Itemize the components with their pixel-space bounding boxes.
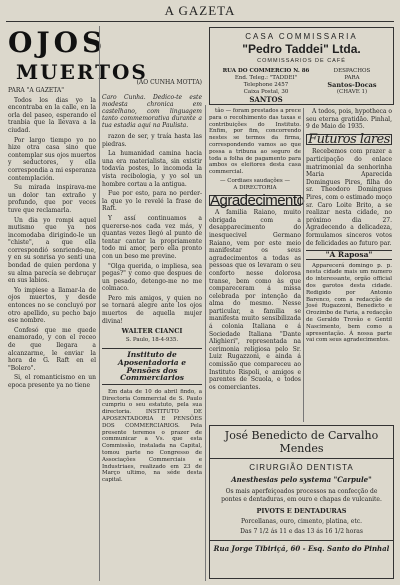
- institute-body: Em data de 10 do abril findo, a Directoria Commercial de S. Paulo cumpriu o seu estatuto, pela sua directoria. INSTITUTO DE APOSENTADORIA E PENSÕES DOS COMMERCIARIOS. Pela presente teremos o prazer de communicar a Vs. que esta Commissão, instalada na Capital, tomou parte no Congresso de Associações Commerciais e Industriaes, realizado em 23 de Março ultimo, na séde desta capital.: [102, 388, 202, 484]
- dentist-title: CIRURGIÃO DENTISTA: [249, 463, 354, 472]
- ad-para: PARA: [344, 75, 360, 81]
- ad-chave: (CHAVE 1): [336, 89, 368, 95]
- ad-despachos: DESPACHOS: [333, 68, 371, 74]
- left-column: [8, 26, 148, 581]
- institute-heading: Instituto de Aposentadoria e Pensões dos Commerciarios: [102, 348, 202, 384]
- agradecimento-date-note: A todos, pois, hypotheca o seu eterna gratidão. Pinhal, 9 de Maio de 1935.: [306, 108, 392, 131]
- agradecimento-column: [209, 108, 305, 422]
- para-6: Confesó que me quede enamorado, y con el receo de que llegara a alcanzarme, le enviar la hora de G. Raft en el "Bolero".: [8, 326, 96, 372]
- ad-city: SANTOS: [249, 95, 283, 104]
- dentist-name: José Benedicto de Carvalho Mendes: [210, 426, 393, 459]
- para-7: Si, el romanticismo en un epoca presente ya no tiene: [8, 374, 96, 389]
- dentist-address: Rua Jorge Tibiriçá, 60 - Esq. Santo do Pinhal: [210, 540, 393, 553]
- agradecimento-heading: Agradecimento: [210, 191, 305, 209]
- dentist-ad: [209, 425, 394, 579]
- ad-telegraph: End. Teleg.: "TADDEI": [234, 75, 298, 81]
- author-credit: (AO CUNHA MOTTA): [136, 79, 202, 86]
- para-4: Un dia yo rompi aquel mutismo que ya nos incomodaba dirigindo-le un "chiste", a que ella correspondió sonriendo-me, y en su sonrisa yo sentí una bondad de quien perdona y su alma parecía se debruçar en sus labios.: [8, 216, 96, 285]
- masthead: [0, 0, 400, 22]
- mid-para-3: Fue por esto, para no perder-la que yo le revelé la frase de Raft.: [102, 190, 202, 213]
- ad-line-3: COMMISSARIOS DE CAFÉ: [257, 58, 346, 64]
- mid-para-6: Pero mis amigos, y quien no se tornará alegre ante los ojos muertos de aquella mujer divina!: [102, 294, 202, 325]
- dentist-body: Os mais aperfeiçoados processos na confecção de pontes e dentaduras, em ouro e chapas de vulcanite.: [221, 488, 382, 503]
- mid-para-4: Y assí continuamos a quererse-nos cada vez más, y quantas vezes llegó al punto de tentar cantar la propriamente todo mi amor, pero ella pronto con un beso me previne.: [102, 214, 202, 260]
- institute-continued: tão — foram prestados a prece para o recolhimento das taxas e contribuições do Instituto. Enfim, por fim, concorrendo nestes se termos da firma, correspondendo vamos ao que possa a tribuna ao seguro de toda a folha de pagamento para ambos os eleitores desta casa commercial.: [209, 108, 301, 176]
- dedication-line: [8, 87, 96, 95]
- ad-line-1: CASA COMMISSARIA: [245, 32, 358, 41]
- signature: WALTER CIANCI: [121, 327, 183, 336]
- author-credit-line: [102, 79, 202, 87]
- signature-place-date: S. Paulo, 18-4-935.: [125, 336, 179, 343]
- futuros-body: Recebemos com prazer a participação do enlace matrimonial da senhorinha Maria Aparecida Domingues Pires, filha do sr. Theodoro Domingues Pires, com o estimado moço sr. Caro Loite Brito, a se realizar nesta cidade, no próximo dia 27. Agradecendo a delicadeza, formulamos sinceros votos de felicidades ao futuro par.: [306, 148, 392, 247]
- ad-address-left: [216, 68, 316, 103]
- intro-dedication: Caro Cunha. Dedico-te este modesta chronica em castelhano, com linguagem tanto commemorativa durante a tua estadia aqui na Paulista.: [102, 94, 202, 129]
- mid-para-1: razon de ser, y traía hasta las piedras.: [102, 133, 202, 148]
- dentist-materials: Porcellanas, ouro, cimento, platina, etc.: [240, 518, 363, 525]
- dentist-pivots: PIVOTS E DENTADURAS: [256, 507, 347, 515]
- ad-santos-docas: Santos-Docas: [327, 81, 377, 89]
- para-1: Todos los dias yo la encontraba en la calle, en la orla del paseo, esperando el tranbia que la llevava a la ciudad.: [8, 96, 96, 134]
- cordial-signoff: — Cordiaes saudações —: [220, 177, 290, 184]
- raposa-heading: "A Raposa": [306, 250, 392, 260]
- agradecimento-body: A familia Raiano, muito obrigada com a desapparecimento do inesquecivel Germano Raiano, vem por este meio manifestar os seus agradecimentos a todas as pessoas que os levaram o seu conforto nesse dolorosa transe, bem como às que compareceram á missa celebrada por intenção da alma do mesmo. Nesse particular, a familia se manifesta muito sensibilizada á colonia Italiana e á Sociedade Italiana "Dante Alighieri", representada na cerimonia religiosa pelo Sr. Luiz Rugazzoni, e ainda á comissão que compareceu ao Instituto Rispoli, e amigos e parentes de Scuola, e todos os comerciantes.: [209, 209, 301, 391]
- mid-para-5: "Olga querida, o impliesa, sea pegas?" y como que despues de un pesado, detengo-me no me colmaco.: [102, 262, 202, 293]
- middle-column: [102, 26, 202, 581]
- masthead-title: A GAZETA: [164, 3, 236, 18]
- para-5: Yo impiese a llamar-la de ojos muertos, y desde entonces no se concluyó por otro apellido, su pecho bajo ese nombre.: [8, 286, 96, 325]
- logo-muertos: MUERTOS: [16, 60, 148, 84]
- ad-line-2: "Pedro Taddei" Ltda.: [242, 42, 361, 56]
- dentist-subtitle: Anesthesias pelo systema "Carpule": [231, 475, 372, 484]
- raposa-body: Apparecerá domingo p. p. nesta cidade mais um numero do interessante, orgão official dos garotos desta cidade. Redigido por Antonio Barenco, com a redacção de José Rugazzoni, Benedicto e Orozimbo de Faria, a redacção de Geraldo Trovão e Gentil Nascimento, bem como a apresentação. Á nossa parte vai com seus agradecimentos.: [306, 262, 392, 344]
- header-intro-area: [102, 26, 202, 94]
- ad-address-row: [210, 64, 393, 103]
- dedication: PARA "A GAZETA": [8, 87, 65, 94]
- futuros-heading: Futuros lares: [306, 134, 392, 146]
- column-divider-2: [205, 105, 206, 581]
- ad-street: RUA DO COMMERCIO N. 86: [222, 68, 310, 74]
- ad-address-right: [317, 68, 387, 103]
- ad-pobox: Caixa Postal, 30: [243, 89, 289, 95]
- dentist-hours: Das 7 1/2 ás 11 e das 13 ás 16 1/2 horas: [240, 528, 363, 535]
- para-2: Por largo tiempo yo no hize otra casa sino que contemplar sus ojos muertos y seductores, y ella correspondia a mi esperanza contemplación.: [8, 136, 96, 182]
- pedro-taddei-ad: [209, 27, 394, 105]
- column-divider-3: [303, 108, 304, 422]
- para-3: Su mirada inspirava-me un dolor tan extraño y profundo, que por veces tuve que reclamarla.: [8, 184, 96, 214]
- ad-phone: Telephone 2457: [243, 82, 289, 88]
- directoria-signoff: A DIRECTORIA: [233, 184, 277, 191]
- logo-ojos: OJOS: [8, 26, 107, 59]
- futuros-column: [306, 108, 392, 422]
- masthead-rule: [6, 21, 394, 22]
- column-divider-1: [99, 26, 100, 581]
- mid-para-2: La humanidad camina hacia una era materialista, sin existir todavía postes, lo incomoda la vista recibologia, y yo sol un hombre cortau a la antigua.: [102, 150, 202, 188]
